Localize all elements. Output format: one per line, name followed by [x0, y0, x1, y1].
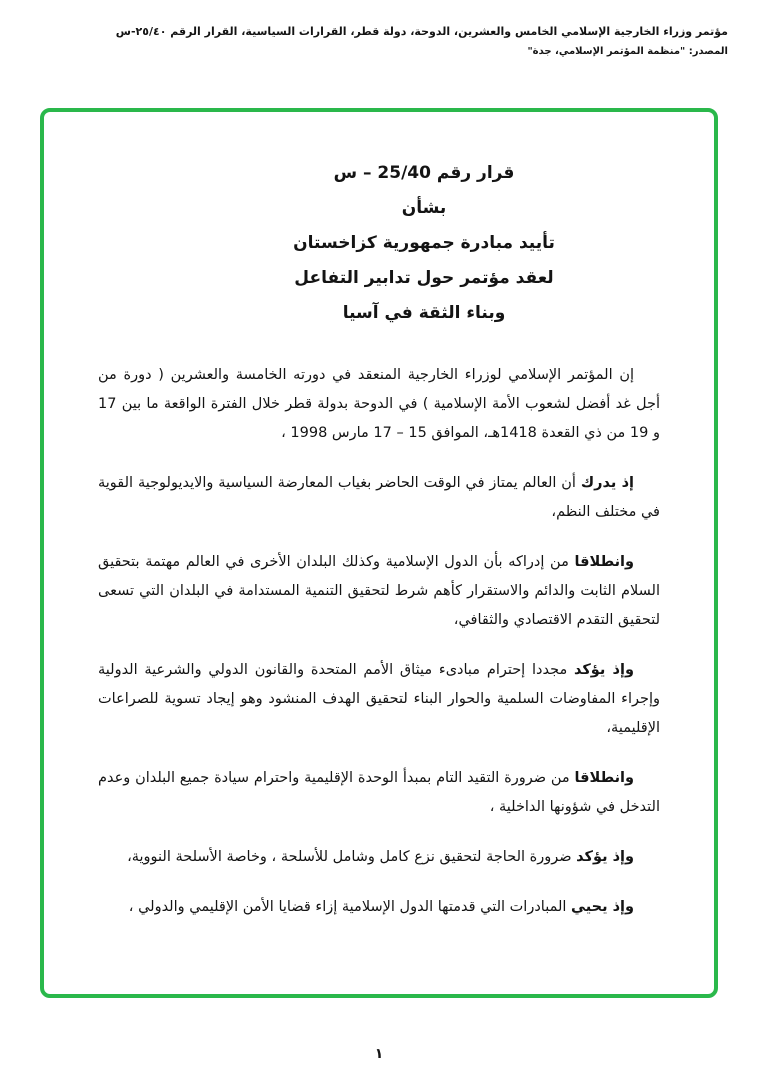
paragraph-text: المبادرات التي قدمتها الدول الإسلامية إزاء قضايا الأمن الإقليمي والدولي ،	[128, 899, 567, 915]
title-subject-line-2: لعقد مؤتمر حول تدابير التفاعل	[294, 268, 554, 288]
document-header	[30, 24, 728, 59]
header-source-line: المصدر: "منظمة المؤتمر الإسلامي، جدة"	[527, 46, 728, 57]
paragraph-saluting	[98, 893, 660, 922]
title-subject-line-3: وبناء الثقة في آسيا	[342, 303, 506, 323]
paragraph-lead: وإذ يؤكد	[574, 662, 634, 678]
paragraph-preamble	[98, 361, 660, 448]
paragraph-lead: وإذ يحيي	[571, 899, 634, 915]
paragraph-recognizing	[98, 469, 660, 527]
paragraph-lead: إذ يدرك	[580, 475, 635, 491]
paragraph-text: من ضرورة التقيد التام بمبدأ الوحدة الإقليمية واحترام سيادة جميع البلدان وعدم التدخل في شؤونها الداخلية ،	[98, 770, 660, 815]
paragraph-text: أن العالم يمتاز في الوقت الحاضر بغياب المعارضة السياسية والايديولوجية القوية في مختلف النظم،	[98, 475, 660, 520]
paragraph-text: مجددا إحترام مبادىء ميثاق الأمم المتحدة والقانون الدولي والشرعية الدولية وإجراء المفاوضات السلمية والحوار البناء لتحقيق الهدف المنشود وهو إيجاد تسوية للصراعات الإقليمية،	[98, 662, 660, 736]
paragraph-proceeding-2	[98, 764, 660, 822]
paragraph-lead: وانطلاقا	[574, 554, 635, 570]
page-footer	[0, 1046, 758, 1062]
paragraph-text: إن المؤتمر الإسلامي لوزراء الخارجية المنعقد في دورته الخامسة والعشرين ( دورة من أجل غد أفضل لشعوب الأمة الإسلامية ) في الدوحة بدولة قطر خلال الفترة الواقعة ما بين 17 و 19 من ذي القعدة 1418هـ، الموافق 15 – 17 مارس 1998 ،	[98, 367, 660, 441]
header-citation-line: مؤتمر وزراء الخارجية الإسلامي الخامس والعشرين، الدوحة، دولة قطر، القرارات السياسية، القرار الرقم ٢٥/٤٠-س	[115, 25, 728, 38]
resolution-frame	[40, 108, 718, 998]
paragraph-lead: وإذ يؤكد	[576, 849, 634, 865]
resolution-title-block	[98, 156, 660, 331]
title-subject-line-1: تأييد مبادرة جمهورية كزاخستان	[293, 233, 555, 253]
paragraph-proceeding-1	[98, 548, 660, 635]
paragraph-stressing	[98, 843, 660, 872]
resolution-number-line: قرار رقم 25/40 – س	[333, 163, 515, 183]
resolution-body	[98, 361, 660, 922]
paragraph-text: ضرورة الحاجة لتحقيق نزع كامل وشامل للأسلحة ، وخاصة الأسلحة النووية،	[127, 849, 572, 865]
page-number: ١	[374, 1046, 384, 1062]
paragraph-text: من إدراكه بأن الدول الإسلامية وكذلك البلدان الأخرى في العالم مهتمة بتحقيق السلام الثابت والدائم والاستقرار كأهم شرط لتحقيق التنمية المستدامة في البلدان التي تسعى لتحقيق التقدم الاقتصادي والثقافي،	[98, 554, 660, 628]
paragraph-reaffirming	[98, 656, 660, 743]
title-regarding-line: بشأن	[401, 198, 447, 218]
paragraph-lead: وانطلاقا	[574, 770, 635, 786]
